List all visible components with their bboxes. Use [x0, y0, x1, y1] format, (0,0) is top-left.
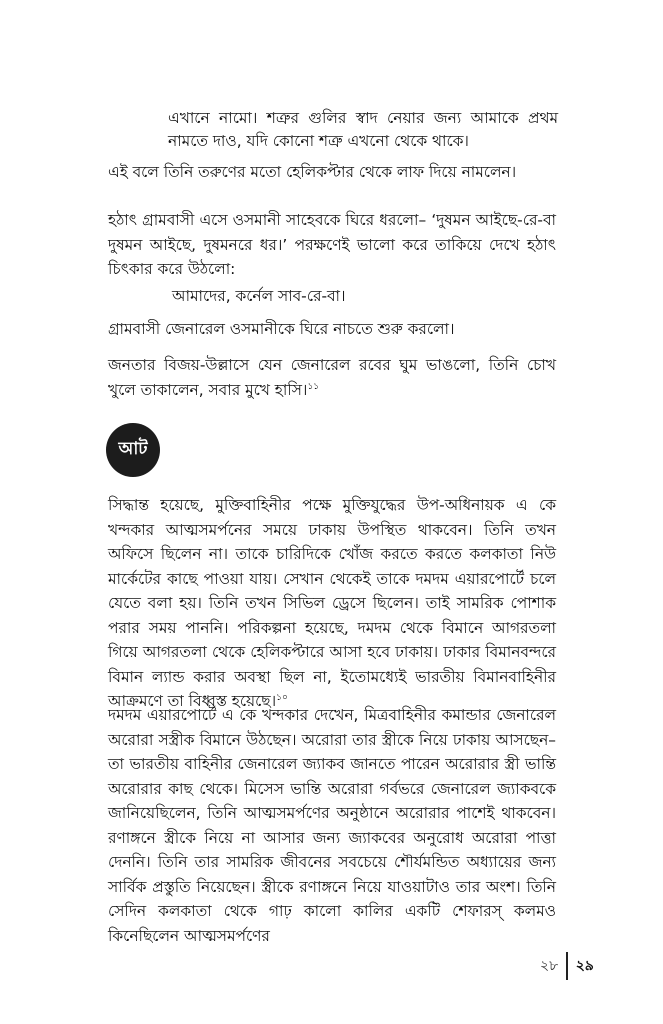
paragraph-celebration: গ্রামবাসী জেনারেল ওসমানীকে ঘিরে নাচতে শুরু করলো। — [108, 320, 455, 338]
quote-osmani: এখানে নামো। শত্রুর গুলির স্বাদ নেয়ার জন্য আমাকে প্রথম নামতে দাও, যদি কোনো শত্রু এখনো থেকে থাকে। — [168, 109, 558, 150]
paragraph-dumdum-airport: দমদম এয়ারপোর্টে এ কে খন্দকার দেখেন, মিত্রবাহিনীর কমান্ডার জেনারেল অরোরা সস্ত্রীক বিমানে উঠছেন। অরোরা তার স্ত্রীকে নিয়ে ঢাকায় আসছেন– তা ভারতীয় বাহিনীর জেনারেল জ্যাকব জানতে পারেন অরোরার স্ত্রী ভান্তি অরোরার কাছ থেকে। মিসেস ভান্তি অরোরা গর্বভরে জেনারেল জ্যাকবকে জানিয়েছিলেন, তিনি আত্মসমর্পণের অনুষ্ঠানে অরোরার পাশেই থাকবেন। রণাঙ্গনে স্ত্রীকে নিয়ে না আসার জন্য জ্যাকবের অনুরোধ অরোরা পাত্তা দেননি। তিনি তার সামরিক জীবনের সবচেয়ে শৌর্যমন্ডিত অধ্যায়ের জন্য সার্বিক প্রস্তুতি নিয়েছেন। স্ত্রীকে রণাঙ্গনে নিয়ে যাওয়াটাও তার অংশ। তিনি সেদিন কলকাতা থেকে গাঢ় কালো কালির একটি শেফারস্ কলমও কিনেছিলেন আত্মসমর্পণের — [108, 706, 556, 945]
paragraph-decision — [108, 493, 556, 714]
page-number-left: ২৮ — [540, 958, 559, 974]
footer-divider — [566, 952, 568, 980]
quote-colonel: আমাদের, কর্নেল সাব-রে-বা। — [172, 287, 346, 305]
paragraph-helicopter-jump: এই বলে তিনি তরুণের মতো হেলিকপ্টার থেকে লাফ দিয়ে নামলেন। — [108, 163, 517, 181]
paragraph-victory-joy-text: জনতার বিজয়-উল্লাসে যেন জেনারেল রবের ঘুম ভাঙলো, তিনি চোখ খুলে তাকালেন, সবার মুখে হাসি। — [108, 356, 556, 399]
footnote-ref: ১০ — [276, 692, 288, 703]
paragraph-villagers: হঠাৎ গ্রামবাসী এসে ওসমানী সাহেবকে ঘিরে ধরলো– ‘দুষমন আইছে-রে-বা দুষমন আইছে, দুষমনরে ধর।’ পরক্ষণেই ভালো করে তাকিয়ে দেখে হঠাৎ চিৎকার করে উঠলো: — [108, 211, 556, 278]
footnote-ref: ১১ — [307, 381, 320, 392]
paragraph-decision-text: সিদ্ধান্ত হয়েছে, মুক্তিবাহিনীর পক্ষে মুক্তিযুদ্ধের উপ-অধিনায়ক এ কে খন্দকার আত্মসমর্পনের সময়ে ঢাকায় উপস্থিত থাকবেন। তিনি তখন অফিসে ছিলেন না। তাকে চারিদিকে খোঁজ করতে করতে কলকাতা নিউ মার্কেটের কাছে পাওয়া যায়। সেখান থেকেই তাকে দমদম এয়ারপোর্টে চলে যেতে বলা হয়। তিনি তখন সিভিল ড্রেসে ছিলেন। তাই সামরিক পোশাক পরার সময় পাননি। পরিকল্পনা হয়েছে, দমদম থেকে বিমানে আগরতলা গিয়ে আগরতলা থেকে হেলিকপ্টারে আসা হবে ঢাকায়। ঢাকার বিমানবন্দরে বিমান ল্যান্ড করার অবস্থা ছিল না, ইতোমধ্যেই ভারতীয় বিমানবাহিনীর আক্রমণে তা বিধ্বস্ত হয়েছে। — [108, 496, 556, 710]
paragraph-victory-joy — [108, 353, 556, 402]
chapter-label: আট — [118, 439, 148, 459]
chapter-badge — [106, 423, 160, 477]
page-number-right: ২৯ — [575, 958, 594, 974]
page-footer — [540, 952, 594, 980]
